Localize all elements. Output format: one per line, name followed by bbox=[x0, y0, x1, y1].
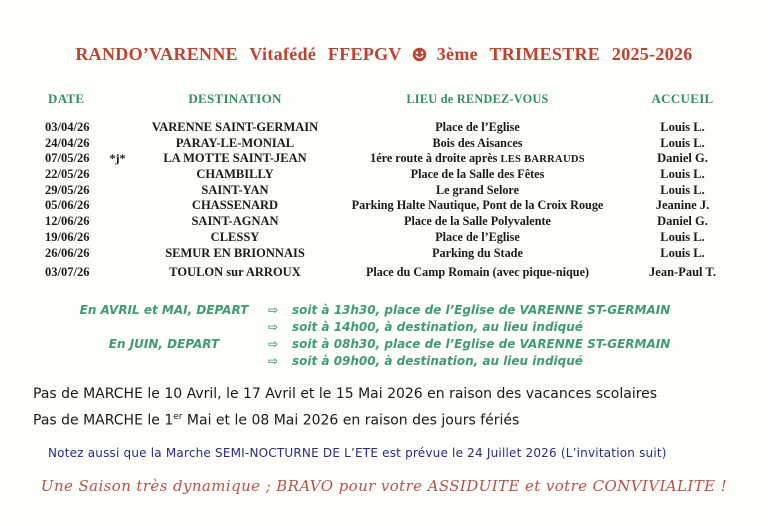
destination-cell: TOULON sur ARROUX bbox=[169, 265, 301, 280]
lieu-text-caps: LES BARRAUDS bbox=[500, 154, 585, 166]
destination-cell: CHASSENARD bbox=[191, 198, 279, 213]
no-walk-line-2 bbox=[33, 406, 657, 433]
arrow-icon: ⇨ bbox=[268, 320, 279, 334]
accueil-cell: Louis L. bbox=[660, 120, 705, 134]
destination-cell: PARAY-LE-MONIAL bbox=[175, 135, 295, 150]
col-header-accueil: ACCUEIL bbox=[651, 91, 714, 106]
departure-text: soit à 13h30, place de l’Eglise de VARENNE ST-GERMAIN bbox=[292, 303, 671, 317]
closing-line: Une Saison très dynamique ; BRAVO pour votre ASSIDUITE et votre CONVIVIALITE ! bbox=[40, 477, 728, 495]
no-walk-line-2-post: Mai et le 08 Mai 2026 en raison des jours fériés bbox=[182, 412, 520, 429]
destination-cell: CHAMBILLY bbox=[196, 167, 274, 182]
destination-cell: LA MOTTE SAINT-JEAN bbox=[163, 151, 307, 166]
schedule-table bbox=[0, 91, 768, 281]
title-right: 3ème TRIMESTRE 2025-2026 bbox=[436, 44, 693, 64]
table-row bbox=[0, 265, 768, 281]
col-header-date: DATE bbox=[48, 91, 85, 106]
no-walk-notes bbox=[33, 383, 657, 433]
departure-label: En JUIN, DEPART bbox=[108, 337, 220, 351]
lieu-cell bbox=[340, 183, 615, 199]
marker-cell: *j* bbox=[109, 151, 126, 166]
date-cell: 22/05/26 bbox=[45, 167, 90, 182]
departure-line bbox=[60, 353, 670, 370]
lieu-text: Parking Halte Nautique, Pont de la Croix Rouge bbox=[351, 198, 604, 213]
arrow-icon: ⇨ bbox=[268, 354, 279, 368]
destination-cell: VARENNE SAINT-GERMAIN bbox=[151, 120, 319, 134]
lieu-cell bbox=[340, 214, 615, 230]
table-row bbox=[0, 151, 768, 167]
lieu-text: Place de l’Eglise bbox=[435, 120, 520, 134]
no-walk-line-1: Pas de MARCHE le 10 Avril, le 17 Avril et le 15 Mai 2026 en raison des vacances scolaires bbox=[33, 386, 658, 402]
departure-text: soit à 08h30, place de l’Eglise de VARENNE ST-GERMAIN bbox=[292, 337, 671, 351]
destination-cell: SEMUR EN BRIONNAIS bbox=[165, 245, 305, 260]
lieu-text: Bois des Aisances bbox=[432, 135, 523, 150]
table-row bbox=[0, 120, 768, 136]
accueil-cell: Louis L. bbox=[660, 135, 705, 150]
lieu-cell bbox=[340, 265, 615, 281]
accueil-cell: Louis L. bbox=[660, 167, 705, 182]
date-cell: 07/05/26 bbox=[45, 151, 90, 166]
accueil-cell: Louis L. bbox=[660, 182, 705, 197]
semi-nocturne-note: Notez aussi que la Marche SEMI-NOCTURNE DE L’ETE est prévue le 24 Juillet 2026 (L’invitation suit) bbox=[48, 446, 667, 460]
table-row bbox=[0, 136, 768, 152]
lieu-cell bbox=[340, 198, 615, 214]
lieu-text: 1ére route à droite après bbox=[370, 151, 501, 166]
destination-cell: CLESSY bbox=[210, 229, 260, 244]
arrow-icon: ⇨ bbox=[268, 303, 279, 317]
accueil-cell: Louis L. bbox=[660, 245, 705, 260]
title-left: RANDO’VARENNE Vitafédé FFEPGV bbox=[75, 44, 402, 64]
table-row bbox=[0, 230, 768, 246]
date-cell: 03/04/26 bbox=[45, 120, 90, 134]
col-header-lieu: LIEU de RENDEZ-VOUS bbox=[406, 92, 549, 106]
table-header-row bbox=[0, 91, 768, 107]
date-cell: 29/05/26 bbox=[45, 182, 90, 197]
departures-section bbox=[60, 302, 670, 370]
no-walk-line-2-sup: er bbox=[173, 412, 183, 422]
accueil-cell: Louis L. bbox=[660, 229, 705, 244]
accueil-cell: Jean-Paul T. bbox=[649, 265, 716, 280]
lieu-cell bbox=[340, 151, 615, 168]
table-row bbox=[0, 214, 768, 230]
departure-text: soit à 09h00, à destination, au lieu indiqué bbox=[292, 354, 583, 368]
col-header-destination: DESTINATION bbox=[188, 91, 282, 106]
page-title bbox=[0, 44, 768, 67]
date-cell: 05/06/26 bbox=[45, 198, 90, 213]
accueil-cell: Daniel G. bbox=[657, 151, 708, 166]
table-row bbox=[0, 246, 768, 262]
lieu-text: Place du Camp Romain (avec pique-nique) bbox=[365, 265, 590, 280]
date-cell: 19/06/26 bbox=[45, 229, 90, 244]
destination-cell: SAINT-AGNAN bbox=[191, 214, 279, 229]
destination-cell: SAINT-YAN bbox=[201, 182, 269, 197]
lieu-cell bbox=[340, 136, 615, 152]
date-cell: 24/04/26 bbox=[45, 135, 90, 150]
lieu-cell bbox=[340, 120, 615, 136]
date-cell: 26/06/26 bbox=[45, 245, 90, 260]
lieu-text: Place de la Salle des Fêtes bbox=[410, 167, 545, 182]
lieu-text: Parking du Stade bbox=[432, 245, 523, 260]
table-row bbox=[0, 183, 768, 199]
lieu-text: Place de la Salle Polyvalente bbox=[404, 214, 551, 229]
schedule-rows bbox=[0, 120, 768, 281]
lieu-cell bbox=[340, 230, 615, 246]
departure-line bbox=[60, 336, 670, 353]
lieu-text: Place de l’Eglise bbox=[435, 229, 520, 244]
departure-label: En AVRIL et MAI, DEPART bbox=[79, 303, 249, 317]
arrow-icon: ⇨ bbox=[268, 337, 279, 351]
smiley-icon bbox=[412, 46, 427, 67]
no-walk-line-2-pre: Pas de MARCHE le 1 bbox=[33, 412, 174, 429]
departure-line bbox=[60, 302, 670, 319]
date-cell: 03/07/26 bbox=[45, 265, 90, 280]
lieu-cell bbox=[340, 167, 615, 183]
departure-line bbox=[60, 319, 670, 336]
departure-text: soit à 14h00, à destination, au lieu indiqué bbox=[292, 320, 583, 334]
lieu-cell bbox=[340, 246, 615, 262]
lieu-text: Le grand Selore bbox=[435, 182, 520, 197]
date-cell: 12/06/26 bbox=[45, 214, 90, 229]
accueil-cell: Jeanine J. bbox=[655, 198, 710, 213]
accueil-cell: Daniel G. bbox=[657, 214, 708, 229]
table-row bbox=[0, 167, 768, 183]
table-row bbox=[0, 198, 768, 214]
